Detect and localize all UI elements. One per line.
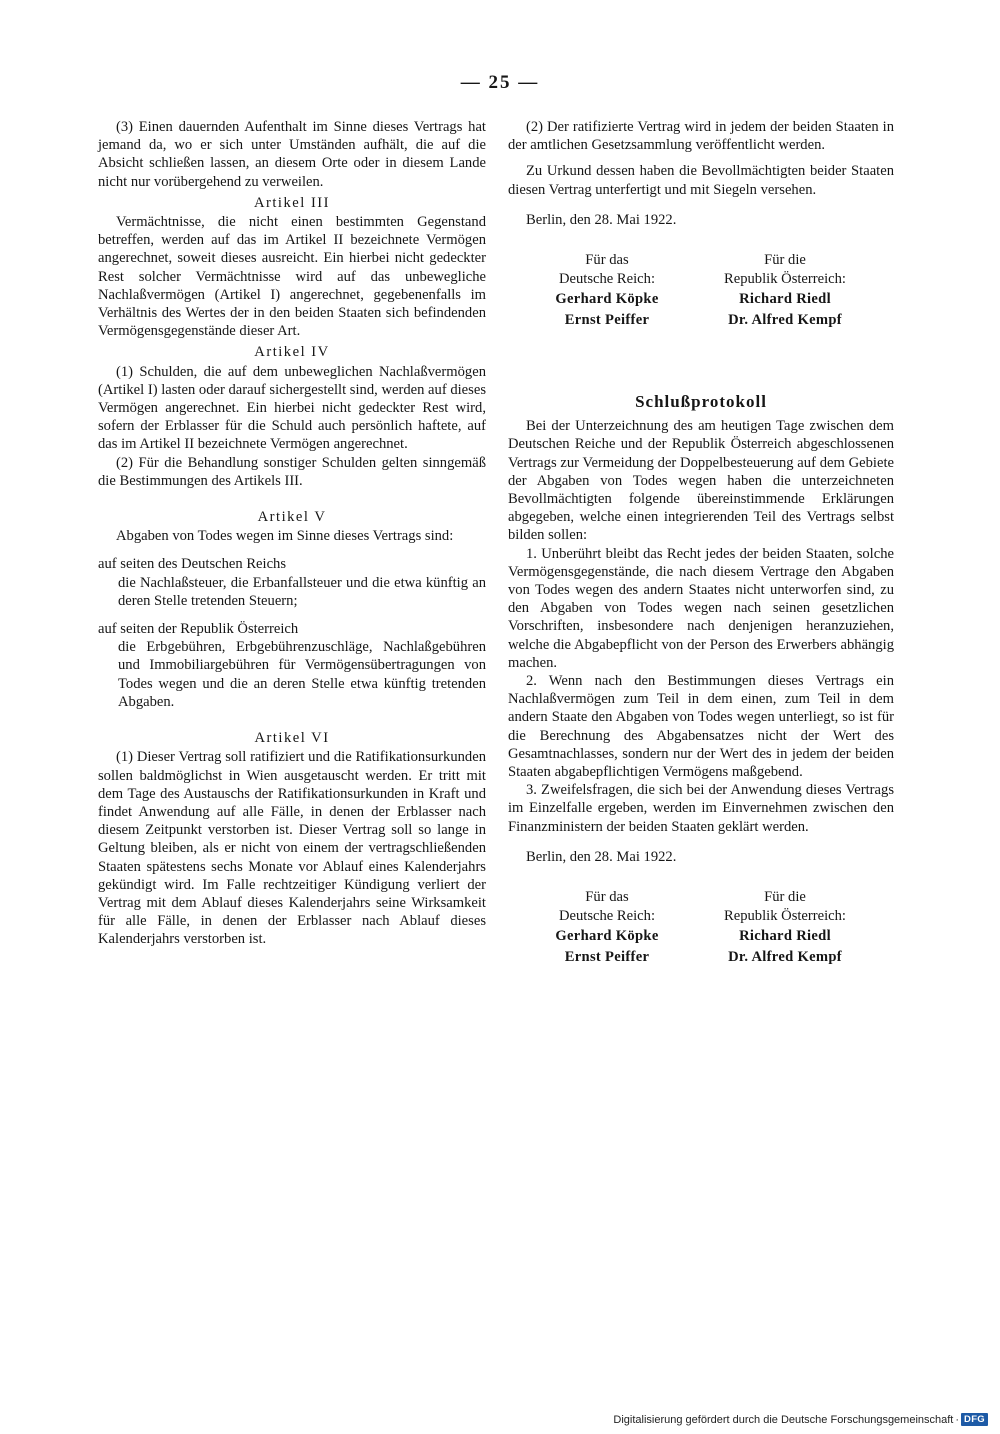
label-deutsches-reich: auf seiten des Deutschen Reichs	[98, 556, 287, 573]
signature-heading: Republik Österreich:	[724, 271, 846, 288]
page-number: — 25 —	[460, 72, 540, 93]
paragraph-protocol-intro: Bei der Unterzeichnung des am heutigen Tage zwischen dem Deutschen Reiche und der Republik Österreich abgeschlossenen Vertrags zur Vermeidung der Doppelbesteuerung auf dem Gebiete der Abgaben von Todes wegen haben die unterzeichneten Bevollmächtigten folgende übereinstimmende Erklärungen abgegeben, welche einen integrierenden Teil des Vertrags selbst bilden sollen:	[508, 418, 894, 544]
signature-heading: Deutsche Reich:	[558, 908, 656, 925]
paragraph-artikel-4-1: (1) Schulden, die auf dem unbeweglichen Nachlaßvermögen (Artikel I) lasten oder darauf sichergestellt sind, werden auf dieses Vermögen angerechnet. Ein hierbei nicht gedeckter Rest wird, sofern der Erblasser für die Schuld auch persönlich haftete, auf das im Artikel II bezeichnete Vermögen angerechnet.	[98, 363, 486, 453]
heading-artikel-3: Artikel III	[253, 194, 331, 211]
signature-heading: Für die	[764, 889, 806, 906]
signature-heading: Deutsche Reich:	[558, 271, 656, 288]
digitization-credit: Digitalisierung gefördert durch die Deutsche Forschungsgemeinschaft · DFG	[613, 1413, 988, 1426]
signatory-name: Ernst Peiffer	[564, 312, 650, 329]
signatory-name: Dr. Alfred Kempf	[728, 949, 842, 966]
paragraph-artikel-4-2: (2) Für die Behandlung sonstiger Schulden gelten sinngemäß die Bestimmungen des Artikels III.	[98, 454, 486, 489]
signature-heading: Für das	[585, 252, 629, 269]
signatory-name: Richard Riedl	[739, 291, 831, 308]
protocol-title: Schlußprotokoll	[635, 392, 767, 412]
text-deutsches-reich-taxes: die Nachlaßsteuer, die Erbanfallsteuer und die etwa künftig an deren Stelle tretenden Steuern;	[118, 574, 486, 609]
date-line: Berlin, den 28. Mai 1922.	[526, 848, 677, 865]
signatures-deutsches-reich	[522, 888, 692, 968]
text-oesterreich-taxes: die Erbgebühren, Erbgebührenzuschläge, Nachlaßgebühren und Immobiliargebühren für Vermögensübertragungen von Todes wegen und die an deren Stelle etwa künftig tretenden Abgaben.	[118, 639, 486, 710]
left-column	[98, 118, 486, 949]
signature-block	[508, 251, 894, 331]
heading-artikel-5: Artikel V	[257, 509, 327, 526]
paragraph-artikel-3: Vermächtnisse, die nicht einen bestimmten Gegenstand betreffen, werden auf das im Artikel II bezeichnete Vermögen angerechnet, soweit dieses ausreicht. Ein hierbei nicht gedeckter Rest solcher Vermächtnisse wird auf das unbewegliche Nachlaßvermögen (Artikel I) angerechnet, gegebenenfalls im Verhältnis des Wertes der in den beiden Staaten sich befindenden Vermögensgegenstände dieser Art.	[98, 214, 486, 340]
signatory-name: Richard Riedl	[739, 928, 831, 945]
signatory-name: Ernst Peiffer	[564, 949, 650, 966]
paragraph-witness: Zu Urkund dessen haben die Bevollmächtigten beider Staaten diesen Vertrag unterfertigt und mit Siegeln versehen.	[508, 163, 894, 198]
protocol-item-2: 2. Wenn nach den Bestimmungen dieses Vertrags ein Nachlaßvermögen zum Teil in dem einen, zum Teil in dem andern Staate den Abgaben von Todes wegen unterliegt, so ist für die Berechnung des Abgabensatzes nicht der Wert des Gesamtnachlasses, sondern nur der Wert des in jedem der beiden Staaten abgabepflichtigen Vermögens maßgebend.	[508, 673, 894, 781]
signatory-name: Gerhard Köpke	[555, 928, 659, 945]
heading-artikel-4: Artikel IV	[254, 344, 330, 361]
signatory-name: Gerhard Köpke	[555, 291, 659, 308]
signature-heading: Für das	[585, 889, 629, 906]
signatures-republik-oesterreich	[700, 888, 870, 968]
signatory-name: Dr. Alfred Kempf	[728, 312, 842, 329]
protocol-item-1: 1. Unberührt bleibt das Recht jedes der beiden Staaten, solche Vermögensgegenstände, die nach diesem Vertrage den Abgaben von Todes wegen des andern Staates nicht unterworfen sind, zu den Abgaben von Todes wegen nach seinen gesetzlichen Vorschriften, insbesondere nach denjenigen heranzuziehen, welche die Abgabepflicht von der Person des Erwerbers abhängig machen.	[508, 545, 894, 671]
date-line: Berlin, den 28. Mai 1922.	[526, 211, 677, 228]
protocol-item-3: 3. Zweifelsfragen, die sich bei der Anwendung dieses Vertrags im Einzelfalle ergeben, werden im Einvernehmen zwischen den Finanzministern der beiden Staaten geklärt werden.	[508, 782, 894, 835]
signatures-republik-oesterreich	[700, 251, 870, 331]
heading-artikel-6: Artikel VI	[254, 730, 330, 747]
label-republik-oesterreich: auf seiten der Republik Österreich	[98, 621, 299, 638]
paragraph-residence: (3) Einen dauernden Aufenthalt im Sinne dieses Vertrags hat jemand da, wo er sich unter Umständen aufhält, die auf die Absicht schließen lassen, an diesem Orte oder in diesem Lande nicht nur vorübergehend zu verweilen.	[98, 119, 486, 190]
signature-heading: Für die	[764, 252, 806, 269]
signature-heading: Republik Österreich:	[724, 908, 846, 925]
signatures-deutsches-reich	[522, 251, 692, 331]
paragraph-artikel-5-intro: Abgaben von Todes wegen im Sinne dieses Vertrags sind:	[116, 528, 454, 545]
paragraph-artikel-6-2: (2) Der ratifizierte Vertrag wird in jedem der beiden Staaten in der amtlichen Gesetzsammlung veröffentlicht werden.	[508, 119, 894, 154]
paragraph-artikel-6-1: (1) Dieser Vertrag soll ratifiziert und die Ratifikationsurkunden sollen baldmöglichst in Wien ausgetauscht werden. Er tritt mit dem Tage des Austauschs der Ratifikationsurkunden in Kraft und findet Anwendung auf alle Fälle, in denen der Erblasser nach diesem Zeitpunkt verstorben ist. Dieser Vertrag soll so lange in Geltung bleiben, als er nicht von einem der vertragschließenden Staaten spätestens sechs Monate vor Ablauf eines Kalenderjahrs gekündigt wird. Im Falle rechtzeitiger Kündigung verliert der Vertrag mit dem Ablauf dieses Kalenderjahrs seine Wirksamkeit für alle Fälle, in denen der Erblasser nach Ablauf dieses Kalenderjahrs verstorben ist.	[98, 749, 486, 948]
credit-text: Digitalisierung gefördert durch die Deutsche Forschungsgemeinschaft	[613, 1413, 954, 1426]
dfg-logo-icon: DFG	[961, 1413, 988, 1426]
right-column	[508, 118, 894, 968]
signature-block	[508, 888, 894, 968]
